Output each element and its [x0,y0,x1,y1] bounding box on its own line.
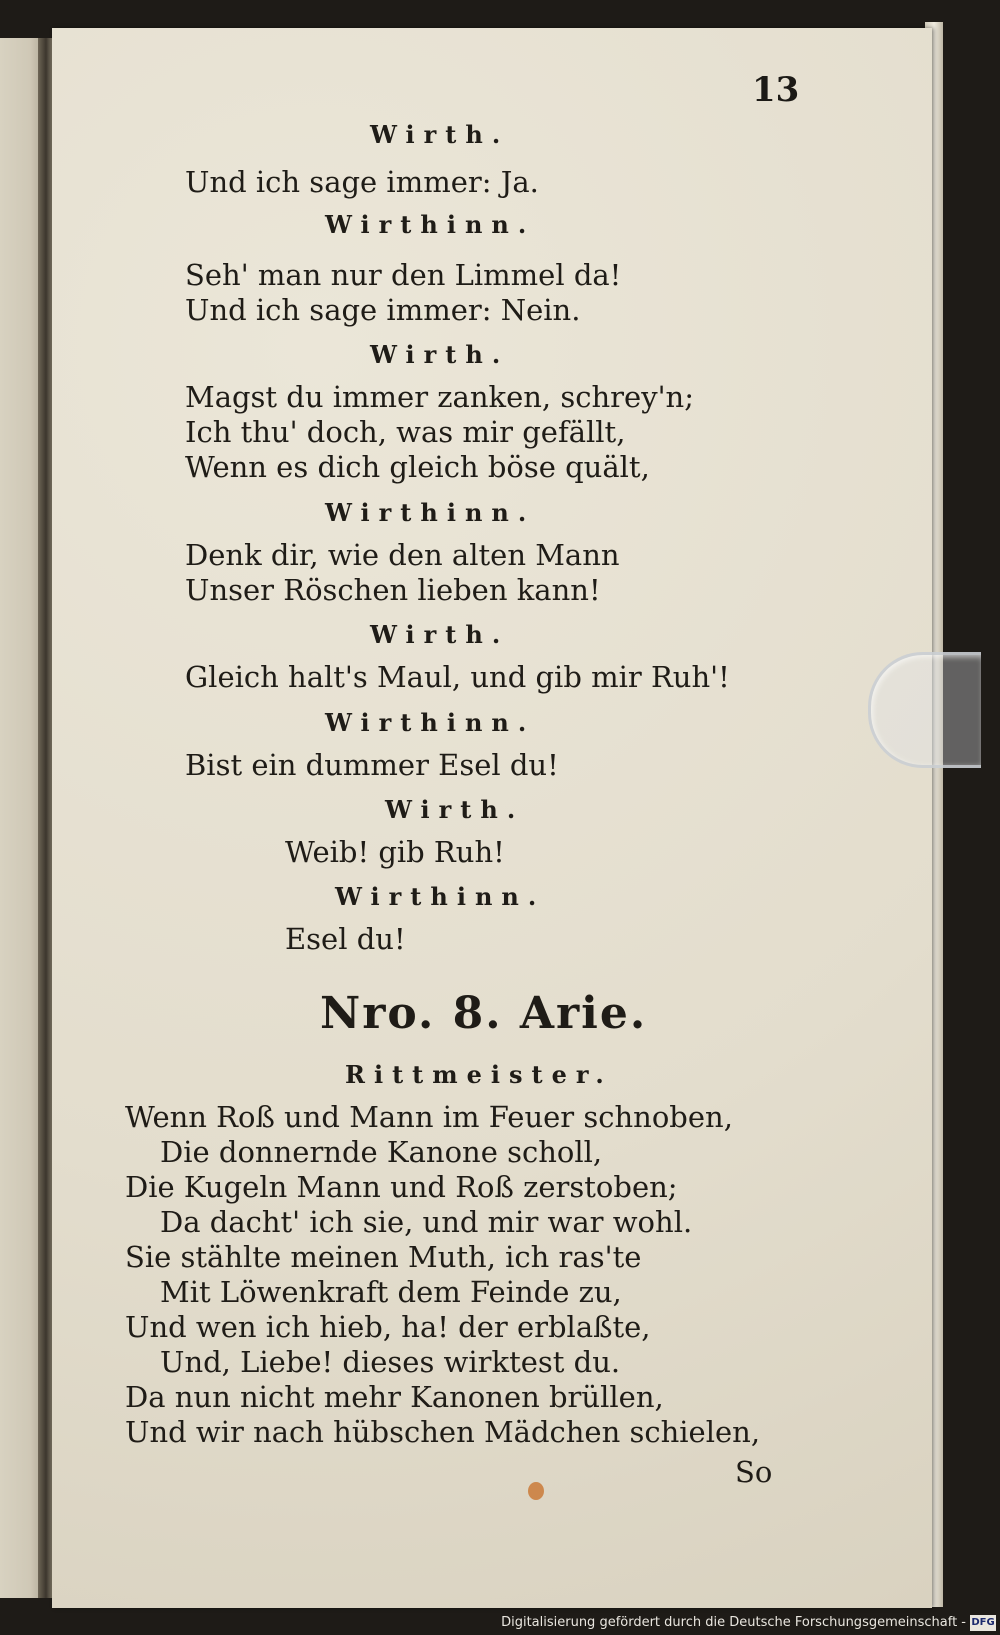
speaker-label: Wirthinn. [335,882,546,911]
verse-line: Wenn Roß und Mann im Feuer schnoben, [125,1100,733,1134]
speaker-label: Wirthinn. [325,498,536,527]
speaker-label: Wirth. [370,120,510,149]
page-clip [868,652,981,768]
verse-line: Da dacht' ich sie, und mir war wohl. [160,1205,693,1239]
verse-line: Da nun nicht mehr Kanonen brüllen, [125,1380,664,1414]
verse-line: Und, Liebe! dieses wirktest du. [160,1345,621,1379]
paper-stain [528,1482,544,1500]
speaker-label: Wirthinn. [325,210,536,239]
verse-line: Denk dir, wie den alten Mann [185,538,620,572]
speaker-label: Rittmeister. [345,1060,613,1089]
verse-line: Unser Röschen lieben kann! [185,573,601,607]
verse-line: Weib! gib Ruh! [285,835,505,869]
verse-line: Mit Löwenkraft dem Feinde zu, [160,1275,622,1309]
verse-line: Esel du! [285,922,406,956]
catchword: So [735,1455,773,1489]
verse-line: Bist ein dummer Esel du! [185,748,559,782]
speaker-label: Wirth. [370,620,510,649]
verse-line: Und ich sage immer: Ja. [185,165,539,199]
verse-line: Magst du immer zanken, schrey'n; [185,380,695,414]
verse-line: Gleich halt's Maul, und gib mir Ruh'! [185,660,730,694]
speaker-label: Wirth. [385,795,525,824]
verse-line: Ich thu' doch, was mir gefällt, [185,415,626,449]
speaker-label: Wirth. [370,340,510,369]
dfg-logo-icon: DFG [970,1615,996,1631]
verse-line: Und wir nach hübschen Mädchen schielen, [125,1415,761,1449]
verse-line: Die donnernde Kanone scholl, [160,1135,603,1169]
verse-line: Sie stählte meinen Muth, ich ras'te [125,1240,642,1274]
footer-bar [0,1613,1000,1635]
verse-line: Wenn es dich gleich böse quält, [185,450,650,484]
verse-line: Und wen ich hieb, ha! der erblaßte, [125,1310,651,1344]
verse-line: Seh' man nur den Limmel da! [185,258,622,292]
verse-line: Die Kugeln Mann und Roß zerstoben; [125,1170,678,1204]
footer-credit: Digitalisierung gefördert durch die Deutsche Forschungsgemeinschaft - [501,1615,966,1630]
section-heading: Nro. 8. Arie. [320,988,648,1039]
verse-line: Und ich sage immer: Nein. [185,293,581,327]
speaker-label: Wirthinn. [325,708,536,737]
page-number: 13 [752,70,800,110]
